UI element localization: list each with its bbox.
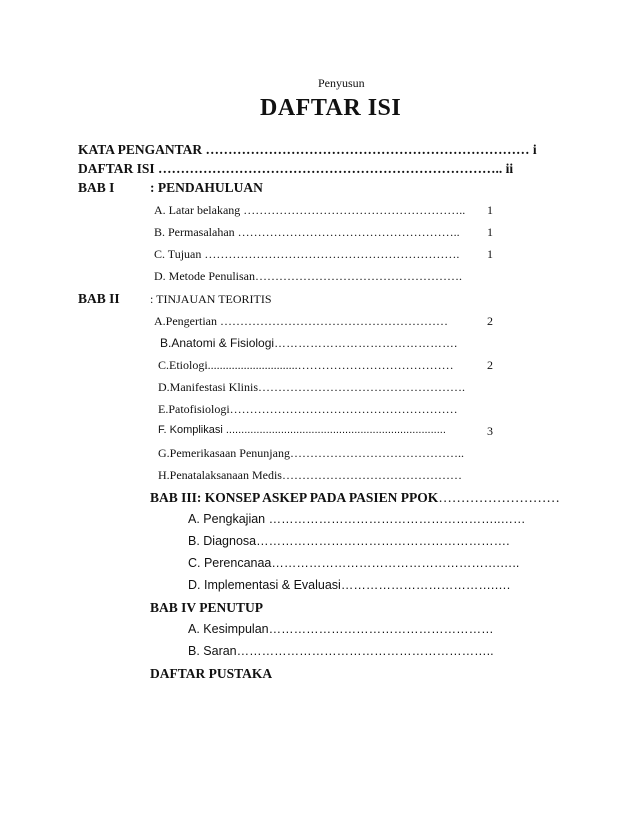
bab1-item-page: 1 — [487, 203, 493, 217]
bab3-item: A. Pengkajian ………………………………………………..…… — [188, 512, 526, 526]
bab1-item: B. Permasalahan ……………………………………………….. — [154, 225, 460, 239]
bab4-item: B. Saran…………………………………………………….. — [188, 644, 494, 658]
bab3-item: D. Implementasi & Evaluasi……………………………….…. — [188, 578, 511, 592]
bab2-item: C.Etiologi..............................………………………………… — [158, 358, 454, 372]
bab3-item: B. Diagnosa……………………………………………………. — [188, 534, 510, 548]
bab2-item: H.Penatalaksanaan Medis……………………………………… — [158, 468, 462, 482]
bab1-title: : PENDAHULUAN — [150, 180, 263, 195]
bab1-item-page: 1 — [487, 225, 493, 239]
bab2-item: B.Anatomi & Fisiologi………………………………………. — [160, 336, 458, 350]
bab3-title-text: BAB III: KONSEP ASKEP PADA PASIEN PPOK — [150, 490, 439, 505]
bab2-item-page: 3 — [487, 424, 493, 438]
bab2-item: E.Patofisiologi………………………………………………… — [158, 402, 458, 416]
toc-entry-kata-pengantar: KATA PENGANTAR ……………………………………………………………… i — [78, 142, 537, 157]
bab2-item: G.Pemerikasaan Penunjang…………………………………….. — [158, 446, 464, 460]
bab2-item-page: 2 — [487, 314, 493, 328]
bab2-item: A.Pengertian ………………………………………………… — [154, 314, 448, 328]
bab2-number: BAB II — [78, 291, 120, 306]
bab3-item: C. Perencanaa……………………………………………….….. — [188, 556, 520, 570]
bab4-title: BAB IV PENUTUP — [150, 600, 264, 615]
page-title: DAFTAR ISI — [260, 95, 402, 121]
bab2-item: D.Manifestasi Klinis……………………………………………. — [158, 380, 465, 394]
author-label: Penyusun — [318, 76, 365, 90]
bab1-number: BAB I — [78, 180, 115, 195]
bab2-item-page: 2 — [487, 358, 493, 372]
bab2-item: F. Komplikasi ........................................................................ — [158, 424, 446, 436]
bab1-item: A. Latar belakang ……………………………………………….. — [154, 203, 466, 217]
bab3-title — [150, 491, 560, 505]
bab1-item: D. Metode Penulisan……………………………………………. — [154, 269, 462, 283]
bab2-title: : TINJAUAN TEORITIS — [150, 292, 272, 306]
bab1-item: C. Tujuan ………………………………………………………. — [154, 247, 460, 261]
toc-entry-daftar-isi: DAFTAR ISI ………………………………………………………………….. ii — [78, 161, 514, 176]
toc-entry-daftar-pustaka: DAFTAR PUSTAKA — [150, 666, 273, 681]
bab3-title-dots: ……………………… — [438, 490, 560, 505]
bab4-item: A. Kesimpulan……………………………………………… — [188, 622, 494, 636]
bab1-item-page: 1 — [487, 247, 493, 261]
